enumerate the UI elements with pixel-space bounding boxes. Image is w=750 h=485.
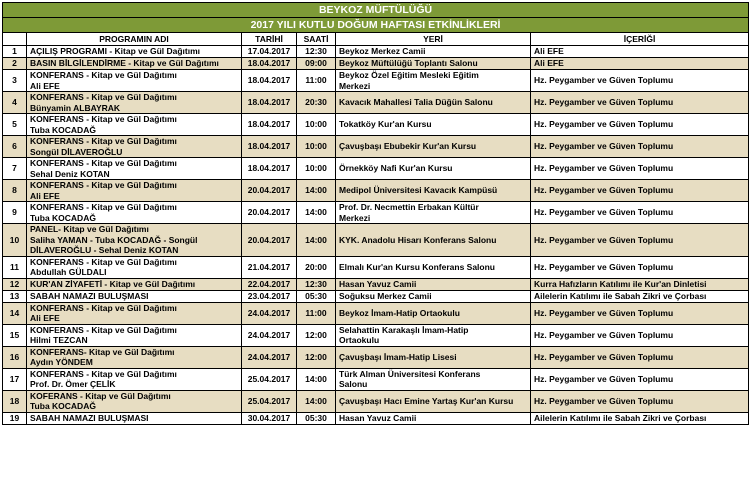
event-time: 10:00 — [297, 136, 336, 158]
event-content: Hz. Peygamber ve Güven Toplumu — [531, 302, 749, 324]
event-place — [336, 114, 531, 136]
event-place-line: Ortaokulu — [339, 335, 380, 345]
events-sheet — [2, 2, 748, 425]
program-name-line: SABAH NAMAZI BULUŞMASI — [30, 290, 149, 301]
table-row — [3, 368, 749, 390]
event-date: 18.04.2017 — [242, 136, 297, 158]
event-place — [336, 158, 531, 180]
event-time: 20:30 — [297, 92, 336, 114]
event-date: 30.04.2017 — [242, 412, 297, 424]
program-name — [27, 180, 242, 202]
program-name-line: SABAH NAMAZI BULUŞMASI — [30, 412, 149, 423]
table-row — [3, 278, 749, 290]
event-content: Hz. Peygamber ve Güven Toplumu — [531, 368, 749, 390]
event-place-line: Kavacık Mahallesi Talia Düğün Salonu — [339, 97, 493, 108]
event-place-line: Çavuşbaşı Ebubekir Kur'an Kursu — [339, 141, 477, 152]
event-time: 12:00 — [297, 324, 336, 346]
event-place-line: Tokatköy Kur'an Kursu — [339, 119, 432, 130]
sheet-title: BEYKOZ MÜFTÜLÜĞÜ — [3, 3, 749, 18]
header-no — [3, 33, 27, 46]
table-row — [3, 256, 749, 278]
program-name-line: DİLAVEROĞLU - Sehal Deniz KOTAN — [30, 245, 179, 255]
event-time: 12:00 — [297, 346, 336, 368]
row-number: 11 — [3, 256, 27, 278]
table-row — [3, 180, 749, 202]
event-place-line: Soğuksu Merkez Camii — [339, 290, 432, 301]
program-name-line: Ali EFE — [30, 190, 60, 201]
program-name-line: PANEL- Kitap ve Gül Dağıtımı — [30, 224, 149, 234]
event-content: Hz. Peygamber ve Güven Toplumu — [531, 70, 749, 92]
program-name — [27, 58, 242, 70]
table-row — [3, 114, 749, 136]
table-row — [3, 202, 749, 224]
event-place — [336, 70, 531, 92]
events-table — [2, 2, 749, 425]
table-row — [3, 92, 749, 114]
event-place — [336, 58, 531, 70]
program-name-line: KONFERANS - Kitap ve Gül Dağıtımı — [30, 136, 177, 146]
event-place-line: Beykoz Özel Eğitim Mesleki Eğitim — [339, 70, 479, 80]
event-content: Ailelerin Katılımı ile Sabah Zikri ve Çorbası — [531, 290, 749, 302]
program-name — [27, 290, 242, 302]
program-name-line: AÇILIŞ PROGRAMI - Kitap ve Gül Dağıtımı — [30, 46, 201, 57]
program-name-line: Bünyamin ALBAYRAK — [30, 102, 121, 113]
table-row — [3, 324, 749, 346]
event-date: 18.04.2017 — [242, 114, 297, 136]
program-name-line: KONFERANS - Kitap ve Gül Dağıtımı — [30, 114, 177, 124]
header-content: İÇERİĞİ — [531, 33, 749, 46]
program-name-line: KONFERANS - Kitap ve Gül Dağıtımı — [30, 70, 177, 80]
program-name-line: Songül DİLAVEROĞLU — [30, 146, 123, 157]
program-name-line: Prof. Dr. Ömer ÇELİK — [30, 379, 116, 389]
event-time: 11:00 — [297, 302, 336, 324]
row-number: 14 — [3, 302, 27, 324]
event-place-line: Selahattin Karakaşlı İmam-Hatip — [339, 324, 469, 335]
event-date: 25.04.2017 — [242, 390, 297, 412]
event-date: 20.04.2017 — [242, 202, 297, 224]
program-name-line: Tuba KOCADAĞ — [30, 212, 96, 223]
event-place-line: Merkezi — [339, 80, 371, 91]
program-name-line: KONFERANS - Kitap ve Gül Dağıtımı — [30, 256, 177, 267]
program-name — [27, 390, 242, 412]
table-row — [3, 346, 749, 368]
event-time: 11:00 — [297, 70, 336, 92]
program-name-line: Saliha YAMAN - Tuba KOCADAĞ - Songül — [30, 234, 198, 245]
event-place — [336, 136, 531, 158]
event-place-line: Medipol Üniversitesi Kavacık Kampüsü — [339, 185, 498, 196]
program-name-line: KOFERANS - Kitap ve Gül Dağıtımı — [30, 390, 171, 401]
event-place — [336, 278, 531, 290]
program-name-line: KONFERANS- Kitap ve Gül Dağıtımı — [30, 346, 175, 357]
program-name-line: Ali EFE — [30, 80, 60, 91]
row-number: 15 — [3, 324, 27, 346]
event-place-line: Prof. Dr. Necmettin Erbakan Kültür — [339, 202, 479, 212]
row-number: 2 — [3, 58, 27, 70]
event-place — [336, 302, 531, 324]
table-row — [3, 412, 749, 424]
program-name — [27, 346, 242, 368]
row-number: 10 — [3, 224, 27, 257]
table-row — [3, 58, 749, 70]
program-name — [27, 368, 242, 390]
event-time: 05:30 — [297, 290, 336, 302]
event-place-line: Elmalı Kur'an Kursu Konferans Salonu — [339, 261, 495, 272]
event-place-line: Örnekköy Nafi Kur'an Kursu — [339, 163, 453, 174]
program-name — [27, 324, 242, 346]
event-content: Hz. Peygamber ve Güven Toplumu — [531, 202, 749, 224]
row-number: 3 — [3, 70, 27, 92]
event-content: Hz. Peygamber ve Güven Toplumu — [531, 158, 749, 180]
event-content: Hz. Peygamber ve Güven Toplumu — [531, 256, 749, 278]
event-place-line: Merkezi — [339, 212, 371, 223]
program-name-line: Tuba KOCADAĞ — [30, 124, 96, 135]
event-place-line: Beykoz Müftülüğü Toplantı Salonu — [339, 58, 478, 69]
event-time: 14:00 — [297, 224, 336, 257]
program-name — [27, 136, 242, 158]
event-place — [336, 390, 531, 412]
program-name-line: KONFERANS - Kitap ve Gül Dağıtımı — [30, 368, 177, 379]
event-date: 17.04.2017 — [242, 46, 297, 58]
event-date: 21.04.2017 — [242, 256, 297, 278]
program-name — [27, 92, 242, 114]
event-time: 14:00 — [297, 390, 336, 412]
row-number: 5 — [3, 114, 27, 136]
event-date: 24.04.2017 — [242, 346, 297, 368]
header-row — [3, 33, 749, 46]
event-time: 12:30 — [297, 46, 336, 58]
event-time: 20:00 — [297, 256, 336, 278]
event-time: 09:00 — [297, 58, 336, 70]
event-time: 10:00 — [297, 114, 336, 136]
event-place — [336, 92, 531, 114]
event-date: 23.04.2017 — [242, 290, 297, 302]
program-name-line: KONFERANS - Kitap ve Gül Dağıtımı — [30, 324, 177, 335]
event-content: Hz. Peygamber ve Güven Toplumu — [531, 324, 749, 346]
program-name-line: Tuba KOCADAĞ — [30, 401, 96, 411]
table-row — [3, 290, 749, 302]
row-number: 18 — [3, 390, 27, 412]
row-number: 9 — [3, 202, 27, 224]
event-content: Hz. Peygamber ve Güven Toplumu — [531, 114, 749, 136]
event-time: 14:00 — [297, 180, 336, 202]
program-name — [27, 202, 242, 224]
program-name — [27, 224, 242, 257]
event-time: 12:30 — [297, 278, 336, 290]
event-place — [336, 324, 531, 346]
event-date: 18.04.2017 — [242, 158, 297, 180]
header-name: PROGRAMIN ADI — [27, 33, 242, 46]
event-date: 18.04.2017 — [242, 58, 297, 70]
row-number: 12 — [3, 278, 27, 290]
event-place — [336, 202, 531, 224]
program-name — [27, 412, 242, 424]
event-content: Ailelerin Katılımı ile Sabah Zikri ve Çorbası — [531, 412, 749, 424]
event-place — [336, 412, 531, 424]
row-number: 1 — [3, 46, 27, 58]
program-name-line: Abdullah GÜLDALI — [30, 267, 107, 277]
program-name — [27, 114, 242, 136]
event-content: Hz. Peygamber ve Güven Toplumu — [531, 346, 749, 368]
event-content: Hz. Peygamber ve Güven Toplumu — [531, 180, 749, 202]
table-row — [3, 158, 749, 180]
row-number: 19 — [3, 412, 27, 424]
event-content: Ali EFE — [531, 46, 749, 58]
table-row — [3, 224, 749, 257]
sheet-subtitle: 2017 YILI KUTLU DOĞUM HAFTASI ETKİNLİKLERİ — [3, 18, 749, 33]
event-place-line: Çavuşbaşı Hacı Emine Yartaş Kur'an Kursu — [339, 395, 514, 406]
event-place — [336, 256, 531, 278]
event-content: Kurra Hafızların Katılımı ile Kur'an Dinletisi — [531, 278, 749, 290]
program-name — [27, 70, 242, 92]
row-number: 16 — [3, 346, 27, 368]
event-date: 22.04.2017 — [242, 278, 297, 290]
event-date: 18.04.2017 — [242, 92, 297, 114]
program-name-line: KONFERANS - Kitap ve Gül Dağıtımı — [30, 92, 177, 102]
program-name — [27, 256, 242, 278]
row-number: 17 — [3, 368, 27, 390]
event-place — [336, 368, 531, 390]
event-content: Hz. Peygamber ve Güven Toplumu — [531, 136, 749, 158]
event-date: 25.04.2017 — [242, 368, 297, 390]
table-row — [3, 136, 749, 158]
row-number: 8 — [3, 180, 27, 202]
event-place-line: KYK. Anadolu Hisarı Konferans Salonu — [339, 234, 497, 245]
program-name-line: BASIN BİLGİLENDİRME - Kitap ve Gül Dağıtımı — [30, 58, 219, 69]
event-place — [336, 290, 531, 302]
event-date: 20.04.2017 — [242, 224, 297, 257]
program-name — [27, 46, 242, 58]
program-name-line: KUR'AN ZİYAFETİ - Kitap ve Gül Dağıtımı — [30, 278, 196, 289]
program-name-line: Sehal Deniz KOTAN — [30, 168, 110, 179]
event-date: 20.04.2017 — [242, 180, 297, 202]
event-date: 24.04.2017 — [242, 324, 297, 346]
event-place-line: Hasan Yavuz Camii — [339, 278, 417, 289]
program-name-line: KONFERANS - Kitap ve Gül Dağıtımı — [30, 202, 177, 212]
event-time: 14:00 — [297, 368, 336, 390]
event-content: Hz. Peygamber ve Güven Toplumu — [531, 224, 749, 257]
row-number: 6 — [3, 136, 27, 158]
table-row — [3, 46, 749, 58]
event-place — [336, 46, 531, 58]
event-place-line: Hasan Yavuz Camii — [339, 412, 417, 423]
event-place — [336, 180, 531, 202]
table-row — [3, 302, 749, 324]
event-place — [336, 346, 531, 368]
row-number: 4 — [3, 92, 27, 114]
event-time: 05:30 — [297, 412, 336, 424]
event-content: Ali EFE — [531, 58, 749, 70]
event-content: Hz. Peygamber ve Güven Toplumu — [531, 92, 749, 114]
program-name-line: Ali EFE — [30, 313, 60, 323]
event-place-line: Beykoz Merkez Camii — [339, 46, 426, 57]
event-place-line: Beykoz İmam-Hatip Ortaokulu — [339, 307, 460, 318]
event-content: Hz. Peygamber ve Güven Toplumu — [531, 390, 749, 412]
event-place-line: Salonu — [339, 379, 368, 389]
header-time: SAATİ — [297, 33, 336, 46]
event-date: 18.04.2017 — [242, 70, 297, 92]
row-number: 13 — [3, 290, 27, 302]
program-name — [27, 302, 242, 324]
program-name-line: KONFERANS - Kitap ve Gül Dağıtımı — [30, 302, 177, 313]
header-place: YERİ — [336, 33, 531, 46]
program-name-line: Aydın YÖNDEM — [30, 357, 93, 367]
program-name — [27, 278, 242, 290]
program-name-line: KONFERANS - Kitap ve Gül Dağıtımı — [30, 158, 177, 168]
event-time: 14:00 — [297, 202, 336, 224]
table-row — [3, 70, 749, 92]
event-time: 10:00 — [297, 158, 336, 180]
event-place-line: Türk Alman Üniversitesi Konferans — [339, 368, 481, 379]
header-date: TARİHİ — [242, 33, 297, 46]
table-row — [3, 390, 749, 412]
row-number: 7 — [3, 158, 27, 180]
event-place — [336, 224, 531, 257]
event-date: 24.04.2017 — [242, 302, 297, 324]
program-name-line: KONFERANS - Kitap ve Gül Dağıtımı — [30, 180, 177, 190]
program-name — [27, 158, 242, 180]
event-place-line: Çavuşbaşı İmam-Hatip Lisesi — [339, 351, 457, 362]
program-name-line: Hilmi TEZCAN — [30, 335, 88, 345]
